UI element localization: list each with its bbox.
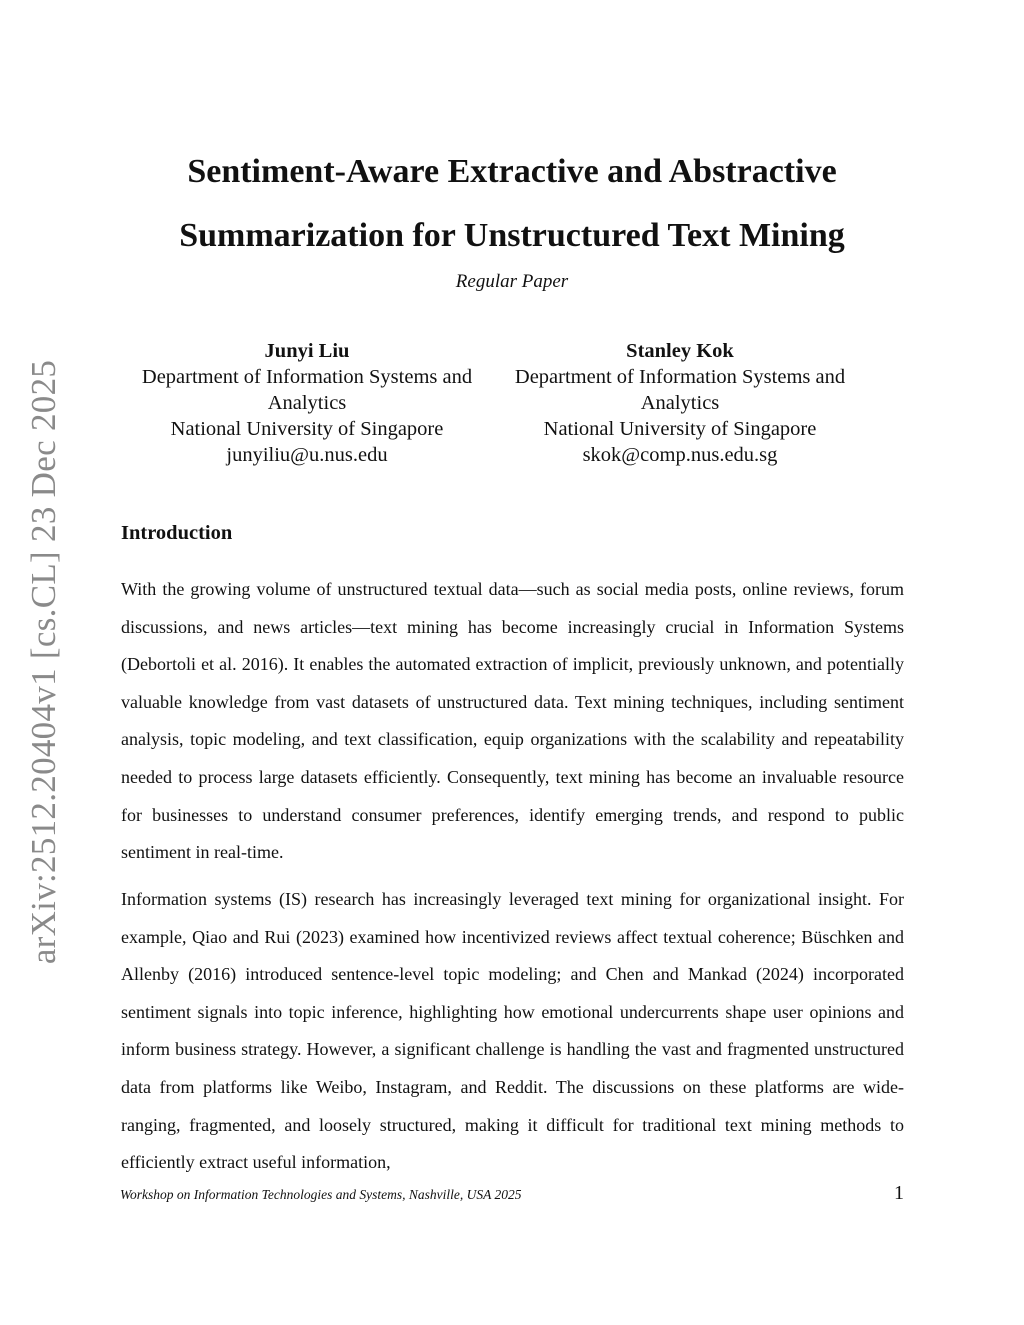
author-block-1 [117,338,497,468]
paper-title-line-1: Sentiment-Aware Extractive and Abstractive [187,153,837,190]
author-department: Department of Information Systems and [141,366,473,388]
author-department: Department of Information Systems and [514,366,846,388]
author-name: Junyi Liu [264,340,350,362]
author-block-2 [490,338,870,468]
author-institution: National University of Singapore [543,418,817,440]
author-name: Stanley Kok [626,340,734,362]
author-email: skok@comp.nus.edu.sg [582,444,778,466]
paper-type: Regular Paper [455,271,569,292]
arxiv-identifier: arXiv:2512.20404v1 [cs.CL] 23 Dec 2025 [24,359,63,965]
body-paragraph: With the growing volume of unstructured textual data—such as social media posts, online reviews, forum discussions, and news articles—text mining has become increasingly crucial in Information Systems (Debortoli et al. 2016). It enables the automated extraction of implicit, previously unknown, and potentially valuable knowledge from vast datasets of unstructured data. Text mining techniques, including sentiment analysis, topic modeling, and text classification, equip organizations with the scalability and repeatability needed to process large datasets efficiently. Consequently, text mining has become an invaluable resource for businesses to understand consumer preferences, identify emerging trends, and respond to public sentiment in real-time. [121,579,904,863]
section-heading-introduction: Introduction [121,522,233,544]
author-department-cont: Analytics [267,392,347,414]
body-paragraph: Information systems (IS) research has increasingly leveraged text mining for organizational insight. For example, Qiao and Rui (2023) examined how incentivized reviews affect textual coherence; Büschken and Allenby (2016) introduced sentence-level topic modeling; and Chen and Mankad (2024) incorporated sentiment signals into topic inference, highlighting how emotional undercurrents shape user opinions and inform business strategy. However, a significant challenge is handling the vast and fragmented unstructured data from platforms like Weibo, Instagram, and Reddit. The discussions on these platforms are wide-ranging, fragmented, and loosely structured, making it difficult for traditional text mining methods to efficiently extract useful information, [121,889,904,1173]
paper-title [120,140,904,268]
author-email: junyiliu@u.nus.edu [226,444,388,466]
author-department-cont: Analytics [640,392,720,414]
author-institution: National University of Singapore [170,418,444,440]
paper-title-line-2: Summarization for Unstructured Text Mining [179,217,845,254]
footer-venue: Workshop on Information Technologies and Systems, Nashville, USA 2025 [120,1187,522,1202]
page-number: 1 [894,1182,904,1204]
